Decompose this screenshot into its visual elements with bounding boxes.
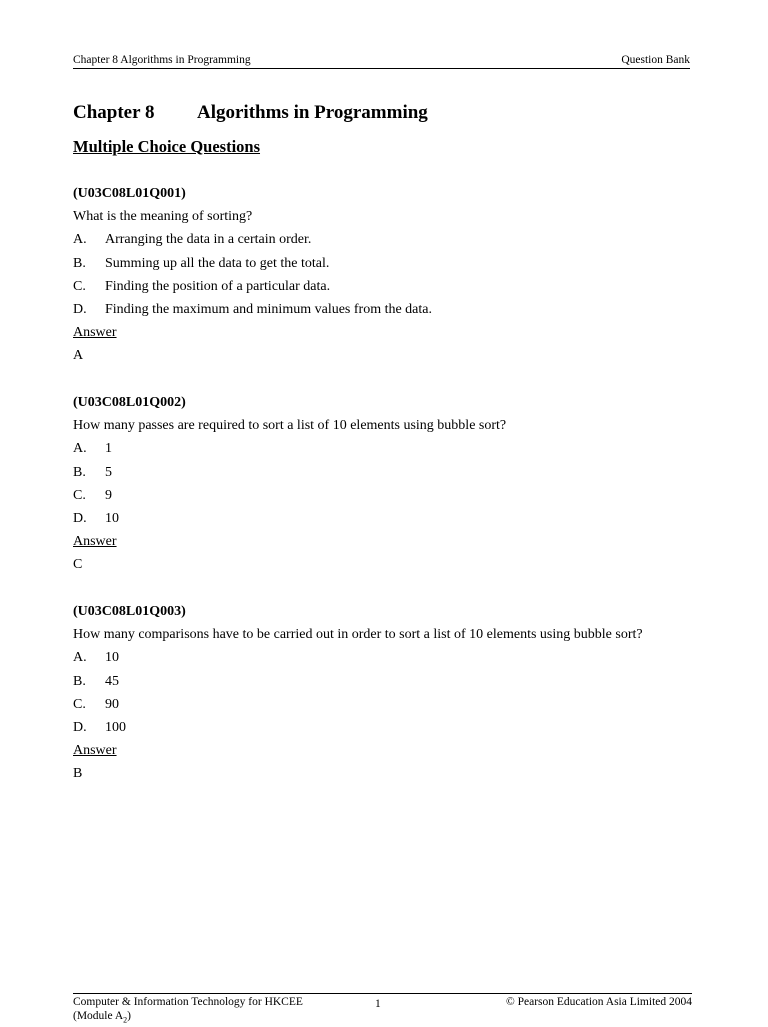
page-footer <box>73 993 692 1025</box>
question-stem: How many passes are required to sort a list of 10 elements using bubble sort? <box>73 418 507 434</box>
question-1 <box>73 182 695 368</box>
option-d <box>73 298 695 321</box>
option-d <box>73 507 695 530</box>
answer-label: Answer <box>73 534 117 550</box>
option-b <box>73 670 695 693</box>
footer-line-2 <box>73 1009 343 1027</box>
question-stem: What is the meaning of sorting? <box>73 209 253 225</box>
option-c <box>73 484 695 507</box>
option-letter: A. <box>73 650 87 666</box>
question-2 <box>73 391 695 577</box>
header-question-bank: Question Bank <box>621 54 690 66</box>
option-text: 45 <box>105 673 119 689</box>
chapter-name: Algorithms in Programming <box>197 102 428 123</box>
option-letter: D. <box>73 301 87 317</box>
option-c <box>73 693 695 716</box>
header-chapter: Chapter 8 Algorithms in Programming <box>73 54 251 66</box>
option-text: 9 <box>105 487 112 503</box>
option-letter: C. <box>73 696 86 712</box>
option-text: 100 <box>105 719 126 735</box>
option-d <box>73 716 695 739</box>
footer-module-sub: 2 <box>123 1015 128 1025</box>
option-letter: B. <box>73 673 86 689</box>
option-text: 90 <box>105 696 119 712</box>
option-a <box>73 437 695 460</box>
chapter-number: Chapter 8 <box>73 102 155 123</box>
option-text: Arranging the data in a certain order. <box>105 232 312 248</box>
option-text: Finding the position of a particular data. <box>105 278 331 294</box>
footer-copyright: © Pearson Education Asia Limited 2004 <box>506 996 692 1008</box>
option-letter: B. <box>73 255 86 271</box>
option-b <box>73 252 695 275</box>
option-text: Summing up all the data to get the total. <box>105 255 330 271</box>
option-letter: C. <box>73 487 86 503</box>
question-id: (U03C08L01Q001) <box>73 186 186 201</box>
option-letter: A. <box>73 232 87 248</box>
answer-label: Answer <box>73 743 117 759</box>
answer-label: Answer <box>73 325 117 341</box>
footer-module-close: ) <box>127 1010 131 1022</box>
question-id: (U03C08L01Q003) <box>73 604 186 619</box>
question-id: (U03C08L01Q002) <box>73 395 186 410</box>
question-3 <box>73 600 695 786</box>
option-letter: B. <box>73 464 86 480</box>
chapter-title <box>73 102 428 124</box>
footer-publication <box>73 995 343 1027</box>
answer-value: A <box>73 348 84 364</box>
option-letter: D. <box>73 510 87 526</box>
option-letter: A. <box>73 441 87 457</box>
option-text: 5 <box>105 464 112 480</box>
footer-line-1: Computer & Information Technology for HKCEE <box>73 996 303 1008</box>
option-letter: D. <box>73 719 87 735</box>
answer-value: B <box>73 766 83 782</box>
option-b <box>73 461 695 484</box>
option-letter: C. <box>73 278 86 294</box>
option-a <box>73 228 695 251</box>
option-text: 10 <box>105 510 119 526</box>
option-c <box>73 275 695 298</box>
option-text: Finding the maximum and minimum values from the data. <box>105 301 433 317</box>
running-header <box>73 54 690 69</box>
option-text: 10 <box>105 650 119 666</box>
option-text: 1 <box>105 441 112 457</box>
question-stem: How many comparisons have to be carried out in order to sort a list of 10 elements using bubble sort? <box>73 627 643 643</box>
footer-module: (Module A <box>73 1010 124 1022</box>
answer-value: C <box>73 557 83 573</box>
section-title: Multiple Choice Questions <box>73 137 261 156</box>
option-a <box>73 646 695 669</box>
page-number: 1 <box>375 998 381 1010</box>
